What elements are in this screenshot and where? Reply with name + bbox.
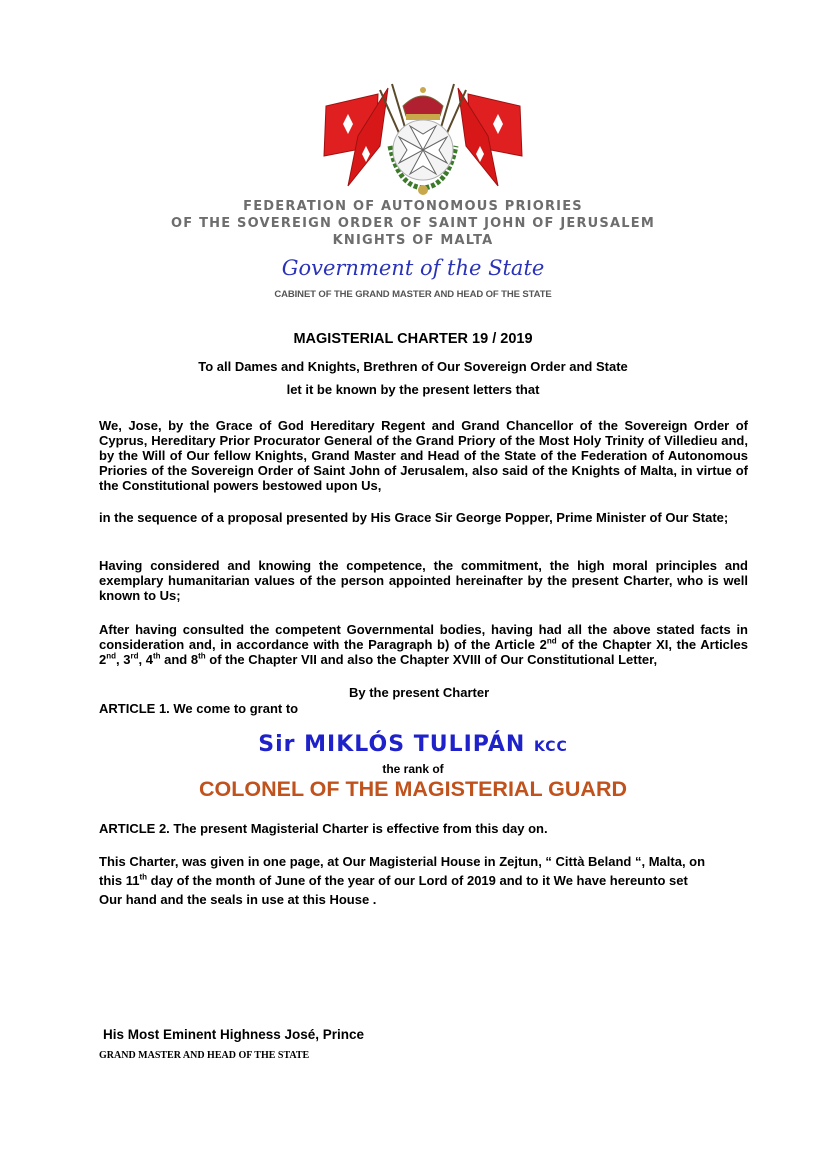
article-1: ARTICLE 1. We come to grant to bbox=[99, 701, 299, 716]
org-name-line1: FEDERATION OF AUTONOMOUS PRIORIES bbox=[243, 199, 583, 214]
article-2: ARTICLE 2. The present Magisterial Charter is effective from this day on. bbox=[99, 821, 548, 836]
signatory-title: GRAND MASTER AND HEAD OF THE STATE bbox=[99, 1050, 310, 1061]
address-line2: let it be known by the present letters that bbox=[286, 382, 540, 397]
org-name-line2: OF THE SOVEREIGN ORDER OF SAINT JOHN OF JERUSALEM bbox=[171, 216, 655, 231]
by-present-charter: By the present Charter bbox=[349, 685, 490, 700]
paragraph-2: in the sequence of a proposal presented by His Grace Sir George Popper, Prime Minister of Our State; bbox=[99, 510, 729, 525]
signatory-name: His Most Eminent Highness José, Prince bbox=[103, 1027, 365, 1042]
maltese-cross-icon bbox=[393, 120, 453, 180]
closing-paragraph: This Charter, was given in one page, at Our Magisterial House in Zejtun, “ Città Beland “, Malta, on this 11th day of the month of June of the year of our Lord of 2019 and to it We have hereunto set Our hand and the seals in use at this House . bbox=[99, 854, 706, 907]
order-crest-logo bbox=[318, 76, 528, 198]
paragraph-4: After having consulted the competent Governmental bodies, having had all the above stated facts in consideration and, in accordance with the Paragraph b) of the Article 2nd of the Chapter XI, the Articles 2nd, 3rd, 4th and 8th of the Chapter VII and also the Chapter XVIII of Our Constitutional Letter, bbox=[99, 622, 748, 667]
crown-icon bbox=[403, 87, 443, 120]
charter-title: MAGISTERIAL CHARTER 19 / 2019 bbox=[293, 331, 533, 347]
cabinet-heading: CABINET OF THE GRAND MASTER AND HEAD OF THE STATE bbox=[274, 289, 552, 300]
rank-title: COLONEL OF THE MAGISTERIAL GUARD bbox=[198, 777, 628, 801]
rank-label: the rank of bbox=[382, 762, 444, 776]
paragraph-3: Having considered and knowing the competence, the commitment, the high moral principles and exemplary humanitarian values of the person appointed hereinafter by the present Charter, who is well known to Us; bbox=[99, 558, 748, 603]
paragraph-1: We, Jose, by the Grace of God Hereditary Regent and Grand Chancellor of the Sovereign Order of Cyprus, Hereditary Prior Procurator General of the Grand Priory of the Most Holy Trinity of Villedieu and, by the Will of Our fellow Knights, Grand Master and Head of the State of the Federation of Autonomous Priories of the Sovereign Order of Saint John of Jerusalem, also said of the Knights of Malta, in virtue of the Constitutional powers bestowed upon Us, bbox=[99, 418, 748, 493]
org-name-line3: KNIGHTS OF MALTA bbox=[332, 233, 494, 248]
government-script-heading: Government of the State bbox=[281, 256, 545, 280]
address-line1: To all Dames and Knights, Brethren of Our Sovereign Order and State bbox=[198, 359, 628, 374]
recipient-name: Sir MIKLÓS TULIPÁN KCC bbox=[258, 732, 568, 757]
